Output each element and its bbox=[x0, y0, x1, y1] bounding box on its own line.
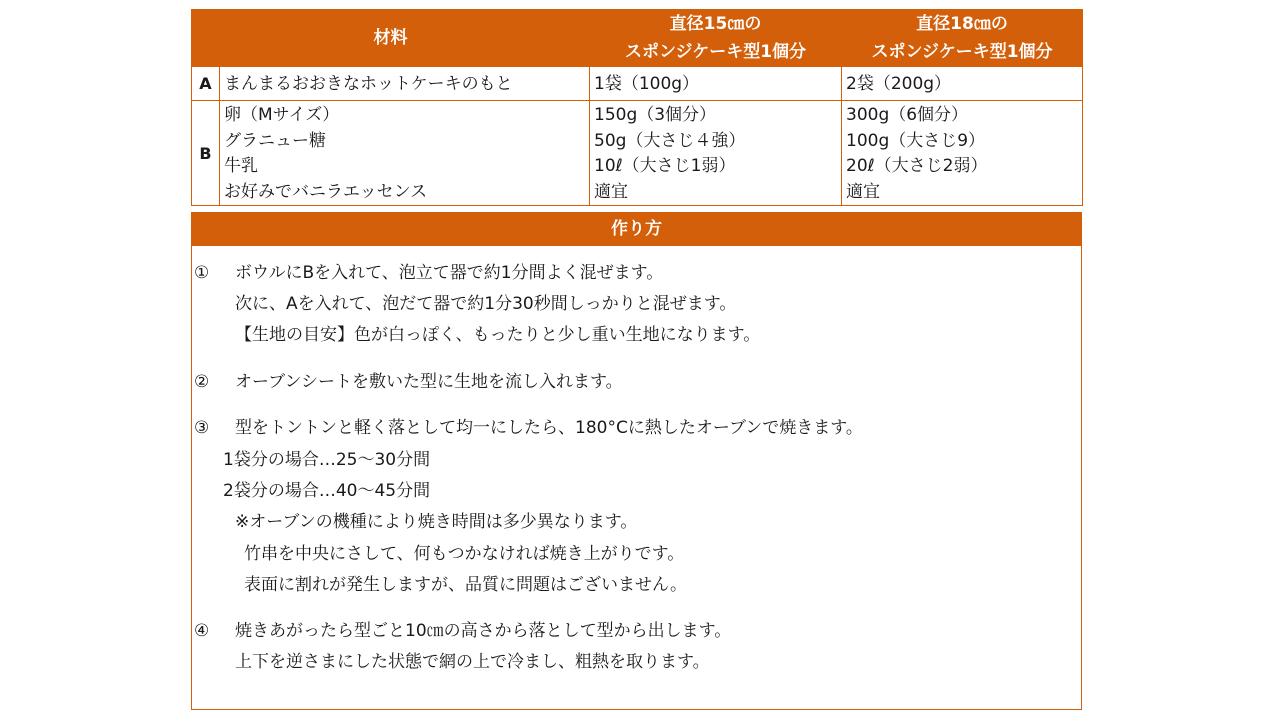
step-4-line: 焼きあがったら型ごと10㎝の高さから落として型から出します。 bbox=[235, 621, 732, 641]
group-b-qty18-item: 適宜 bbox=[846, 181, 880, 202]
group-b-qty15-item: 150g（3個分） bbox=[594, 105, 717, 125]
group-b-qty18-item: 100g（大さじ9） bbox=[846, 130, 986, 151]
step-3-number: ③ bbox=[194, 418, 210, 438]
group-a-qty-15: 1袋（100g） bbox=[590, 67, 842, 101]
group-b-label: B bbox=[192, 101, 220, 206]
step-1-line: 次に、Aを入れて、泡だて器で約1分30秒間しっかりと混ぜます。 bbox=[235, 294, 737, 314]
group-b-item: お好みでバニラエッセンス bbox=[224, 181, 428, 202]
step-1-line: 【生地の目安】色が白っぽく、もったりと少し重い生地になります。 bbox=[235, 325, 761, 345]
step-1-line: ボウルにBを入れて、泡立て器で約1分間よく混ぜます。 bbox=[235, 263, 664, 283]
header-15cm-line1: 直径15㎝の bbox=[669, 14, 762, 34]
step-2-number: ② bbox=[194, 372, 210, 392]
group-a-item: まんまるおおきなホットケーキのもと bbox=[220, 67, 590, 101]
header-18cm-line2: スポンジケーキ型1個分 bbox=[871, 42, 1053, 62]
method-box bbox=[191, 212, 1082, 710]
method-title: 作り方 bbox=[192, 213, 1081, 246]
step-4-line: 上下を逆さまにした状態で網の上で冷まし、粗熱を取ります。 bbox=[235, 652, 710, 672]
group-b-row bbox=[192, 101, 1083, 206]
step-3-line: 竹串を中央にさして、何もつかなければ焼き上がりです。 bbox=[244, 544, 685, 564]
group-b-qty18-item: 300g（6個分） bbox=[846, 105, 969, 125]
header-15cm bbox=[590, 10, 842, 67]
step-3-line: 型をトントンと軽く落として均一にしたら、180°Cに熱したオーブンで焼きます。 bbox=[235, 418, 863, 438]
group-a-row bbox=[192, 67, 1083, 101]
header-15cm-line2: スポンジケーキ型1個分 bbox=[624, 42, 807, 62]
header-18cm-line1: 直径18㎝の bbox=[916, 14, 1008, 34]
step-2-line: オーブンシートを敷いた型に生地を流し入れます。 bbox=[235, 372, 623, 392]
step-3-line: ※オーブンの機種により焼き時間は多少異なります。 bbox=[235, 512, 638, 532]
header-material bbox=[192, 10, 590, 67]
ingredients-header-row bbox=[192, 10, 1083, 67]
step-3-line: 2袋分の場合…40～45分間 bbox=[223, 481, 431, 501]
step-3-line: 表面に割れが発生しますが、品質に問題はございません。 bbox=[244, 575, 688, 595]
step-4-number: ④ bbox=[194, 621, 210, 641]
step-1-number: ① bbox=[194, 263, 210, 283]
group-b-qty-18 bbox=[842, 101, 1083, 206]
group-b-item: グラニュー糖 bbox=[224, 130, 326, 151]
group-b-item: 牛乳 bbox=[224, 156, 258, 176]
group-a-qty-18: 2袋（200g） bbox=[842, 67, 1083, 101]
group-b-items bbox=[220, 101, 590, 206]
header-material-label: 材料 bbox=[373, 28, 408, 48]
group-a-label: A bbox=[192, 67, 220, 101]
group-b-qty15-item: 50g（大さじ４強） bbox=[594, 130, 746, 151]
group-b-item: 卵（Mサイズ） bbox=[224, 105, 340, 125]
group-b-qty18-item: 20ℓ（大さじ2弱） bbox=[846, 156, 988, 176]
group-b-qty-15 bbox=[590, 101, 842, 206]
group-b-qty15-item: 10ℓ（大さじ1弱） bbox=[594, 156, 736, 176]
step-3-line: 1袋分の場合…25～30分間 bbox=[223, 450, 431, 470]
group-b-qty15-item: 適宜 bbox=[594, 181, 628, 202]
ingredients-table bbox=[191, 9, 1083, 206]
header-18cm bbox=[842, 10, 1083, 67]
